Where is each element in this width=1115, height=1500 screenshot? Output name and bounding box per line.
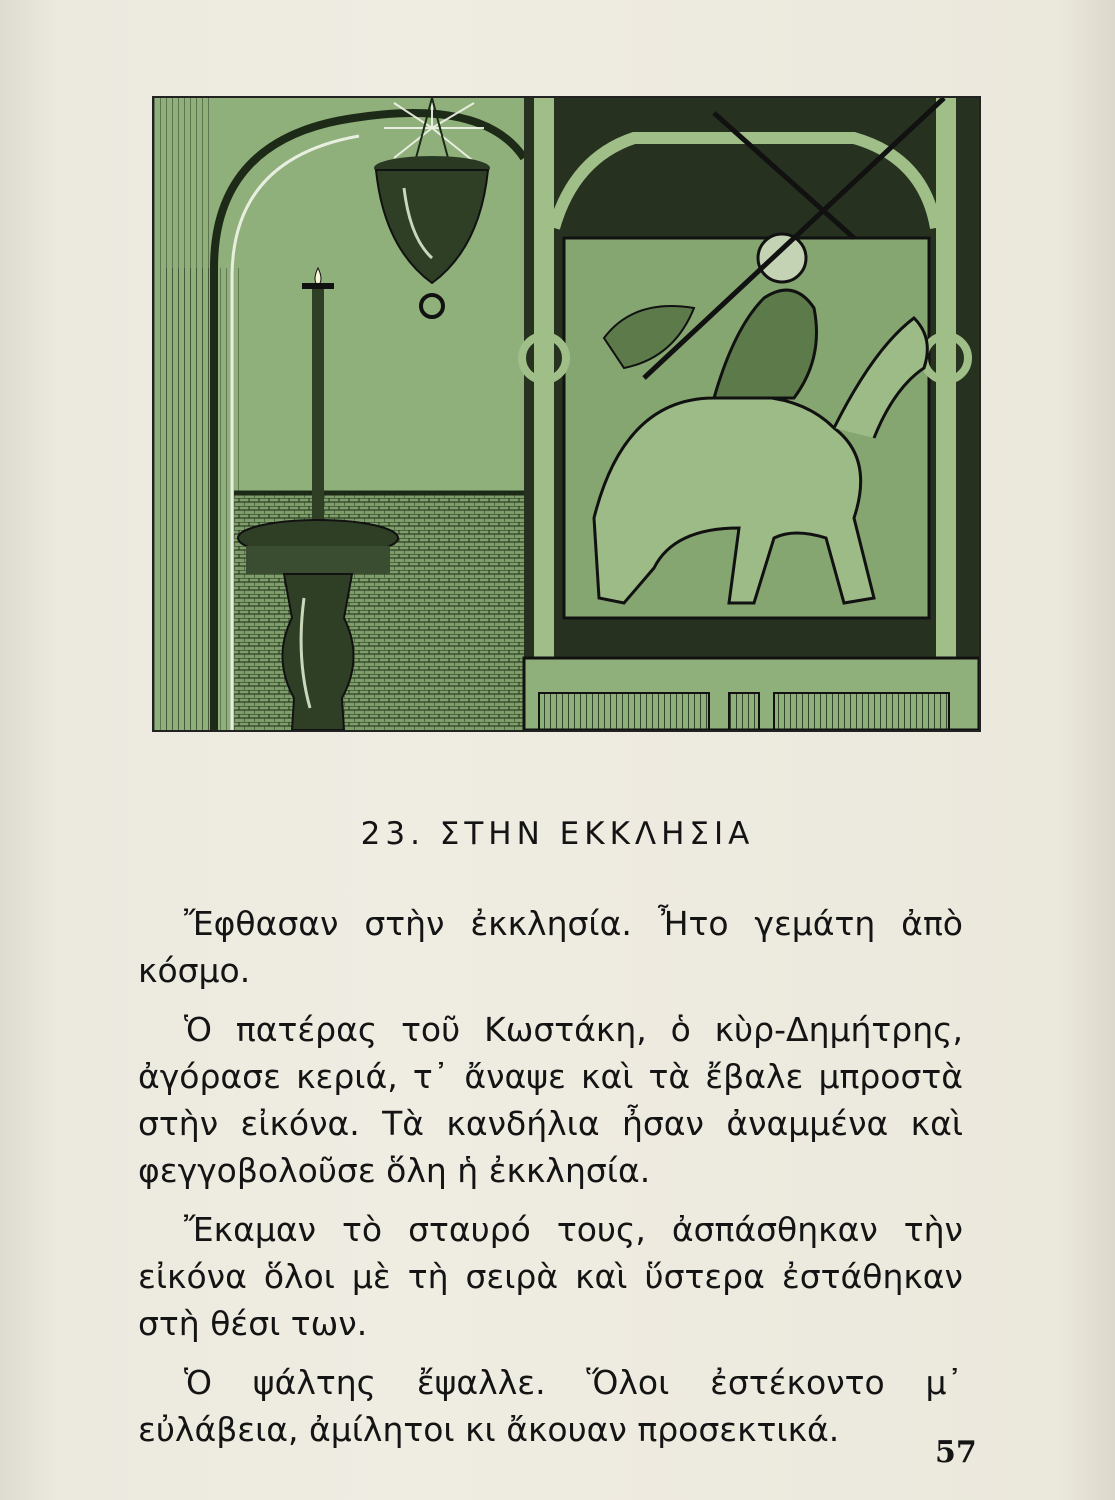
paragraph: Ἔκαμαν τὸ σταυρό τους, ἀσπάσθηκαν τὴν εἰκόνα ὅλοι μὲ τὴ σειρὰ καὶ ὕστερα ἐστάθηκαν στὴ θέσι των. — [138, 1210, 963, 1343]
paragraph: Ὁ πατέρας τοῦ Κωστάκη, ὁ κὺρ-Δημήτρης, ἀγόρασε κεριά, τ᾿ ἄναψε καὶ τὰ ἔβαλε μπροστὰ στὴν εἰκόνα. Τὰ κανδήλια ἦσαν ἀναμμένα καὶ φεγγοβολοῦσε ὅλη ἡ ἐκκλησία. — [138, 1010, 963, 1190]
paragraph: Ὁ ψάλτης ἔψαλλε. Ὅλοι ἐστέκοντο μ᾿ εὐλάβεια, ἀμίλητοι κι ἄκουαν προσεκτικά. — [138, 1363, 963, 1449]
body-text — [138, 900, 963, 1465]
paragraph: Ἔφθασαν στὴν ἐκκλησία. Ἦτο γεμάτη ἀπὸ κόσμο. — [138, 904, 963, 990]
church-illustration — [152, 96, 981, 732]
page-number: 57 — [935, 1435, 977, 1470]
chapter-heading: 23. ΣΤΗΝ ΕΚΚΛΗΣΙΑ — [360, 816, 755, 852]
